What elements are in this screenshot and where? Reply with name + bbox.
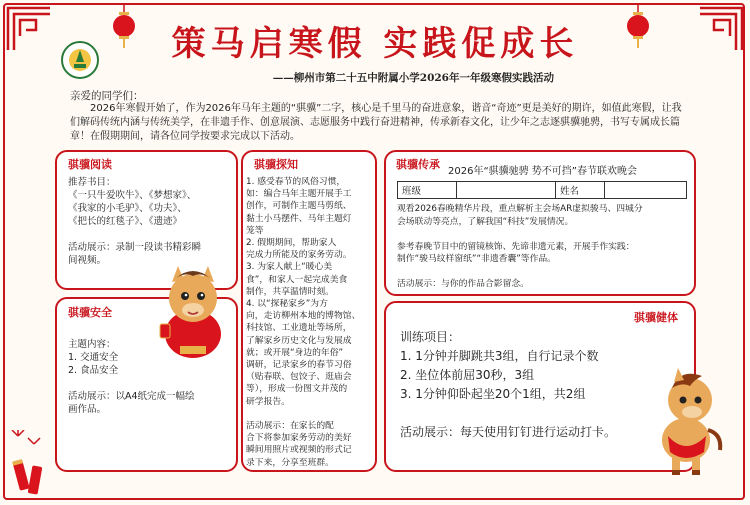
fitness-line bbox=[400, 404, 660, 423]
explore-line: 1. 感受春节的风俗习惯， bbox=[246, 177, 346, 187]
explore-line: 活动展示：在家长的配 bbox=[246, 421, 334, 432]
heritage-line bbox=[397, 228, 689, 241]
heritage-line bbox=[397, 266, 689, 279]
heritage-content bbox=[397, 203, 689, 291]
poster-subtitle: ——柳州市第二十五中附属小学2026年一年级寒假实践活动 bbox=[272, 72, 554, 84]
explore-line: 瞬间用照片或视频的形式记 bbox=[246, 445, 352, 456]
explore-line: 就；或开展“身边的年俗” bbox=[246, 347, 344, 358]
heritage-line: 会场联动等亮点，了解我国“科技”发展情况。 bbox=[397, 216, 574, 227]
explore-line: 创作，可制作主题马剪纸、 bbox=[246, 201, 352, 212]
reading-line: 《把长的红毯子》、《遗迹》 bbox=[68, 216, 183, 227]
fitness-line: 2. 坐位体前屈30秒，3组 bbox=[400, 368, 535, 382]
heritage-line: 活动展示：与你的作品合影留念。 bbox=[397, 279, 529, 289]
poster-title: 策马启寒假 实践促成长 bbox=[171, 24, 579, 64]
explore-line: 2. 假期期间，帮助家人 bbox=[246, 238, 337, 249]
reading-line: 《一只牛爱吹牛》、《梦想家》、 bbox=[68, 190, 197, 201]
reading-line: 活动展示：录制一段读书精彩瞬 bbox=[68, 242, 202, 253]
explore-line bbox=[246, 408, 374, 420]
class-name-table bbox=[397, 181, 687, 199]
explore-line: 完成力所能及的家务劳动。 bbox=[246, 250, 352, 261]
fitness-line: 3. 1分钟仰卧起坐20个1组，共2组 bbox=[400, 387, 586, 401]
explore-line: 制作，共享温情时刻。 bbox=[246, 286, 334, 297]
safety-line bbox=[68, 377, 233, 390]
safety-line: 2. 食品安全 bbox=[68, 365, 119, 376]
reading-line: 推荐书目： bbox=[68, 177, 116, 188]
heritage-heading: 骐骥传承 bbox=[392, 156, 444, 172]
fitness-line: 训练项目： bbox=[400, 330, 461, 344]
reading-line bbox=[68, 228, 233, 241]
fitness-content bbox=[400, 328, 660, 442]
explore-line: 食”，和家人一起完成美食 bbox=[246, 274, 348, 285]
class-cell bbox=[457, 182, 556, 199]
heritage-line: 观看2026春晚精华片段，重点解析主会场AR虚拟骏马、四城分 bbox=[397, 204, 643, 214]
fitness-heading: 骐骥健体 bbox=[630, 309, 682, 325]
name-cell bbox=[605, 182, 687, 199]
reading-heading: 骐骥阅读 bbox=[64, 156, 116, 172]
safety-line: 主题内容： bbox=[68, 339, 116, 350]
explore-line: 调研，记录家乡的春节习俗 bbox=[246, 360, 352, 371]
event-title: 2026年“骐骥驰骋 势不可挡”春节联欢晚会 bbox=[448, 166, 637, 177]
heritage-line: 参考春晚节目中的留镜核饰、先谛非遗元素，开展手作实践： bbox=[397, 241, 635, 252]
explore-line: 科技馆、工业遗址等场所， bbox=[246, 323, 352, 334]
explore-line: 4. 以“探秘家乡”为方 bbox=[246, 299, 328, 310]
explore-line: 向，走访柳州本地的博物馆、 bbox=[246, 311, 361, 322]
explore-line: 如：编合马年主题开展手工 bbox=[246, 189, 352, 200]
name-label: 姓名 bbox=[556, 182, 605, 199]
safety-heading: 骐骥安全 bbox=[64, 304, 116, 320]
safety-line: 活动展示：以A4纸完成一幅绘 bbox=[68, 391, 195, 402]
fitness-line: 1. 1分钟并脚跳共3组，自行记录个数 bbox=[400, 349, 599, 363]
safety-line: 1. 交通安全 bbox=[68, 352, 119, 363]
safety-line: 画作品。 bbox=[68, 404, 107, 415]
greeting: 亲爱的同学们： bbox=[70, 90, 144, 102]
class-label: 班级 bbox=[398, 182, 457, 199]
explore-line: 等），形成一份图文并茂的 bbox=[246, 384, 348, 395]
explore-heading: 骐骥探知 bbox=[250, 156, 302, 172]
horse-mascot-illustration bbox=[150, 262, 236, 362]
horse-mascot-illustration bbox=[650, 360, 728, 478]
explore-line: 笼等 bbox=[246, 225, 264, 236]
explore-line: 了解家乡历史文化与发展成 bbox=[246, 335, 352, 346]
fitness-line: 活动展示：每天使用钉钉进行运动打卡。 bbox=[400, 425, 617, 439]
firecracker-icon bbox=[8, 430, 56, 500]
reading-line: 《我家的小毛驴》、《功夫》、 bbox=[68, 203, 187, 214]
explore-line: 黏土小马摆件、马年主题灯 bbox=[246, 213, 352, 224]
explore-line: 录下来，分享至班群。 bbox=[246, 457, 334, 468]
heritage-line: 制作“骏马纹样窗纸”“非遗香囊”等作品。 bbox=[397, 254, 556, 264]
reading-line: 间视频。 bbox=[68, 255, 107, 266]
reading-content bbox=[68, 176, 233, 267]
explore-line: （贴春联、包饺子、逛庙会 bbox=[246, 372, 352, 383]
explore-line: 合下将参加家务劳动的美好 bbox=[246, 433, 352, 444]
explore-line: 3. 为家人献上“暖心美 bbox=[246, 262, 333, 273]
intro-paragraph: 2026年寒假开始了，作为2026年马年主题的“骐骥”二字，核心是千里马的奋进意象，谐音“奇迹”更是美好的期许，如值此寒假，让我们解码传统内涵与传统美学，在非遗手作、创意展演、志愿服务中践行奋进精神，传承新春文化，让少年之志逐骐骥驰骋，书写专属成长篇章！在假期期间，请各位同学按要求完成以下活动。 bbox=[70, 103, 682, 142]
explore-content bbox=[246, 176, 374, 469]
explore-line: 研学报告。 bbox=[246, 396, 290, 407]
